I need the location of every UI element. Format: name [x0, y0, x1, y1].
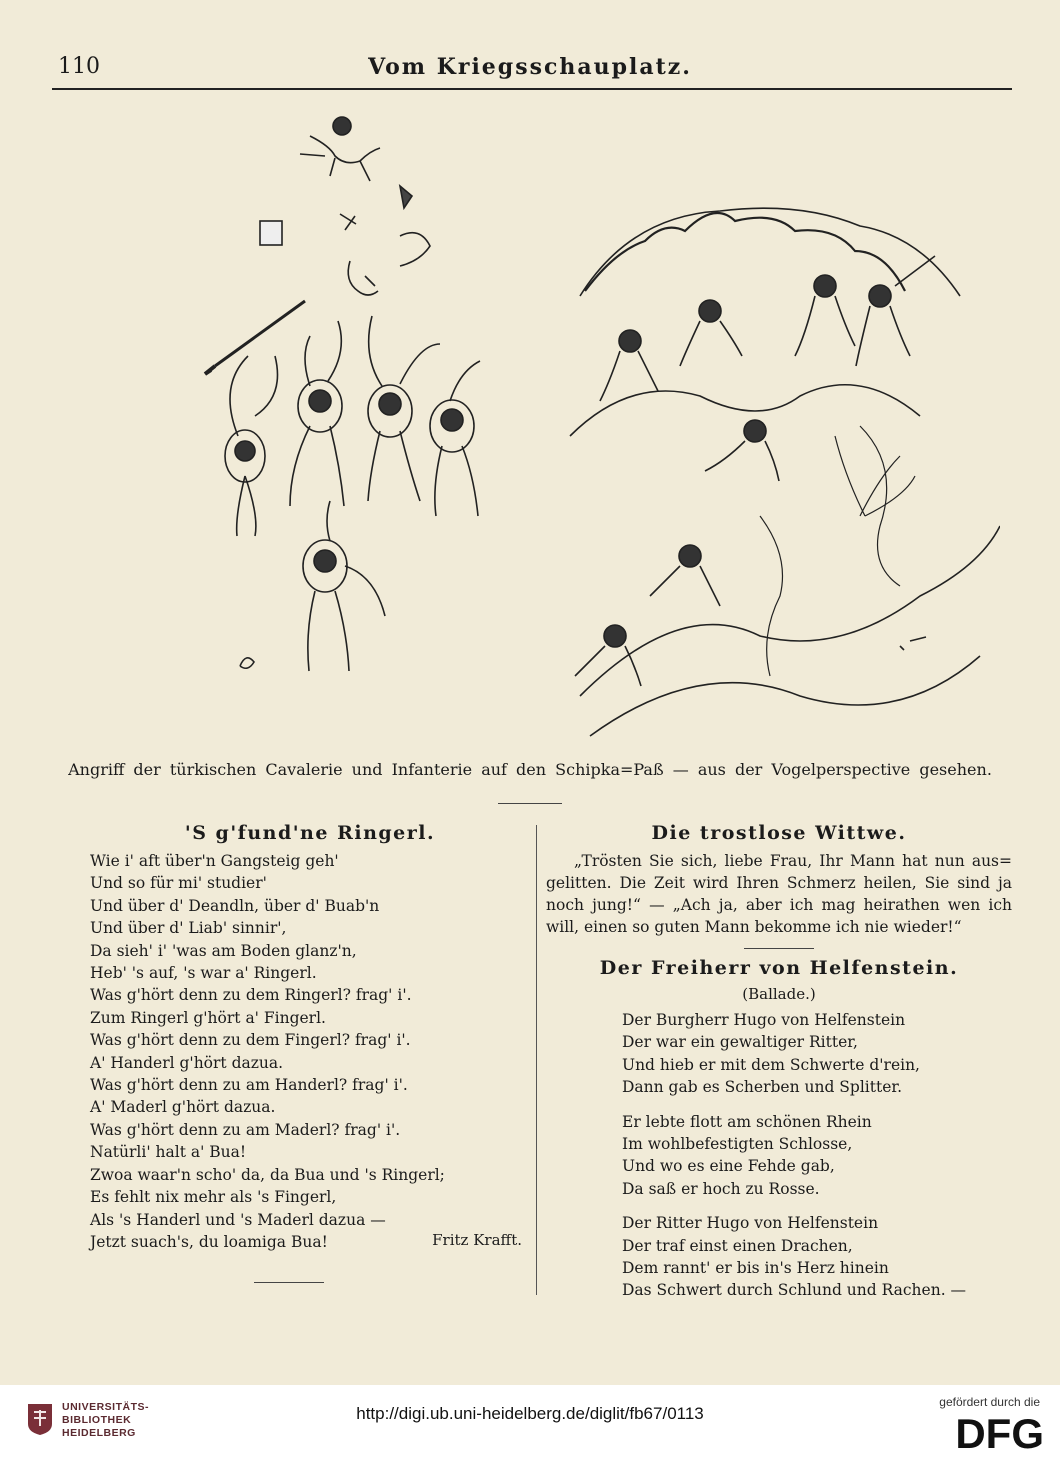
- page-header-title: Vom Kriegsschauplatz.: [368, 54, 692, 80]
- poem-line: Als 's Handerl und 's Maderl dazua —: [90, 1210, 386, 1229]
- poem-line: Und über d' Liab' sinnir',: [90, 919, 287, 938]
- left-column-poem: [90, 822, 530, 1249]
- poem-line: Heb' 's auf, 's war a' Ringerl.: [90, 964, 317, 983]
- library-line: BIBLIOTHEK: [62, 1414, 132, 1426]
- poem-line: Und über d' Deandln, über d' Buab'n: [90, 896, 380, 915]
- ballad-line: Und hieb er mit dem Schwerte d'rein,: [622, 1055, 920, 1074]
- ballad-line: Der Burgherr Hugo von Helfenstein: [622, 1011, 906, 1029]
- ballad-line: Der Ritter Hugo von Helfenstein: [622, 1214, 879, 1233]
- sponsor-text: gefördert durch die: [939, 1395, 1040, 1409]
- cavalry-rider-group: [225, 316, 480, 671]
- poem-line: Was g'hört denn zu am Handerl? frag' i'.: [90, 1076, 408, 1095]
- ballad-line: Der traf einst einen Drachen,: [622, 1236, 853, 1255]
- falling-soldier-figure: [300, 117, 380, 181]
- ballad-line: Im wohlbefestigten Schlosse,: [622, 1135, 853, 1154]
- end-rule: [254, 1282, 324, 1283]
- ballad-line: Er lebte flott am schönen Rhein: [622, 1112, 872, 1131]
- poem-line: Zwoa waar'n scho' da, da Bua und 's Ringerl;: [90, 1165, 445, 1184]
- poem-line: Und so für mi' studier': [90, 874, 267, 893]
- column-divider: [536, 825, 537, 1295]
- ballad-line: Das Schwert durch Schlund und Rachen. —: [622, 1281, 967, 1300]
- caption-rule: [498, 803, 562, 804]
- ballad-stanza: [622, 1212, 1012, 1302]
- poem-line: Da sieh' i' 'was am Boden glanz'n,: [90, 941, 357, 960]
- poem-line: A' Handerl g'hört dazua.: [90, 1053, 284, 1072]
- header-rule: [52, 88, 1012, 90]
- poem-title: 'S g'fund'ne Ringerl.: [184, 822, 436, 844]
- anecdote-text: „Trösten Sie sich, liebe Frau, Ihr Mann hat nun aus= gelitten. Die Zeit wird Ihren Schmerz heilen, Sie sind ja noch jung!“ — „Ach ja, aber ich mag heirathen wen ich will, einen so guten Mann bekomme ich nie wieder!“: [546, 852, 1012, 936]
- page-number: 110: [58, 54, 100, 79]
- ballad-subtitle: (Ballade.): [742, 985, 816, 1003]
- poem-line: Jetzt suach's, du loamiga Bua!: [90, 1232, 328, 1251]
- ballad-stanza: [622, 1111, 1012, 1201]
- ballad-line: Da saß er hoch zu Rosse.: [622, 1179, 820, 1198]
- ballad-line: Der war ein gewaltiger Ritter,: [622, 1033, 858, 1052]
- dfg-logo-icon: [926, 1412, 1046, 1452]
- poem-line: Was g'hört denn zu dem Fingerl? frag' i'.: [90, 1031, 411, 1050]
- ballad-title: Der Freiherr von Helfenstein.: [599, 957, 959, 979]
- ballad-line: Und wo es eine Fehde gab,: [622, 1157, 835, 1176]
- ballad-stanza: [622, 1009, 1012, 1099]
- page-url-link[interactable]: http://digi.ub.uni-heidelberg.de/diglit/fb67/0113: [356, 1404, 704, 1423]
- poem-line: Wie i' aft über'n Gangsteig geh': [90, 852, 339, 870]
- library-line: UNIVERSITÄTS-: [62, 1401, 150, 1413]
- anecdote-title: Die trostlose Wittwe.: [651, 822, 907, 844]
- engraving-illustration: [160, 96, 1000, 746]
- illustration-caption: Angriff der türkischen Cavalerie und Infanterie auf den Schipka=Paß — aus der Vogelperspective gesehen.: [68, 760, 992, 779]
- poem-author: Fritz Krafft.: [432, 1231, 522, 1250]
- poem-line: Natürli' halt a' Bua!: [90, 1143, 247, 1162]
- poem-line: Was g'hört denn zu am Maderl? frag' i'.: [90, 1120, 401, 1139]
- poem-line: Es fehlt nix mehr als 's Fingerl,: [90, 1188, 337, 1207]
- library-line: HEIDELBERG: [62, 1427, 136, 1439]
- poem-line: Zum Ringerl g'hört a' Fingerl.: [90, 1008, 326, 1027]
- right-column: [546, 822, 1012, 1314]
- poem-line: A' Maderl g'hört dazua.: [90, 1098, 276, 1117]
- poem-line: Was g'hört denn zu dem Ringerl? frag' i'.: [90, 986, 412, 1005]
- dfg-logo-text: DFG: [955, 1412, 1044, 1452]
- section-rule: [744, 948, 814, 949]
- ballad-line: Dann gab es Scherben und Splitter.: [622, 1078, 903, 1097]
- ballad-line: Dem rannt' er bis in's Herz hinein: [622, 1259, 889, 1278]
- mountain-pass-scene: [570, 208, 1000, 736]
